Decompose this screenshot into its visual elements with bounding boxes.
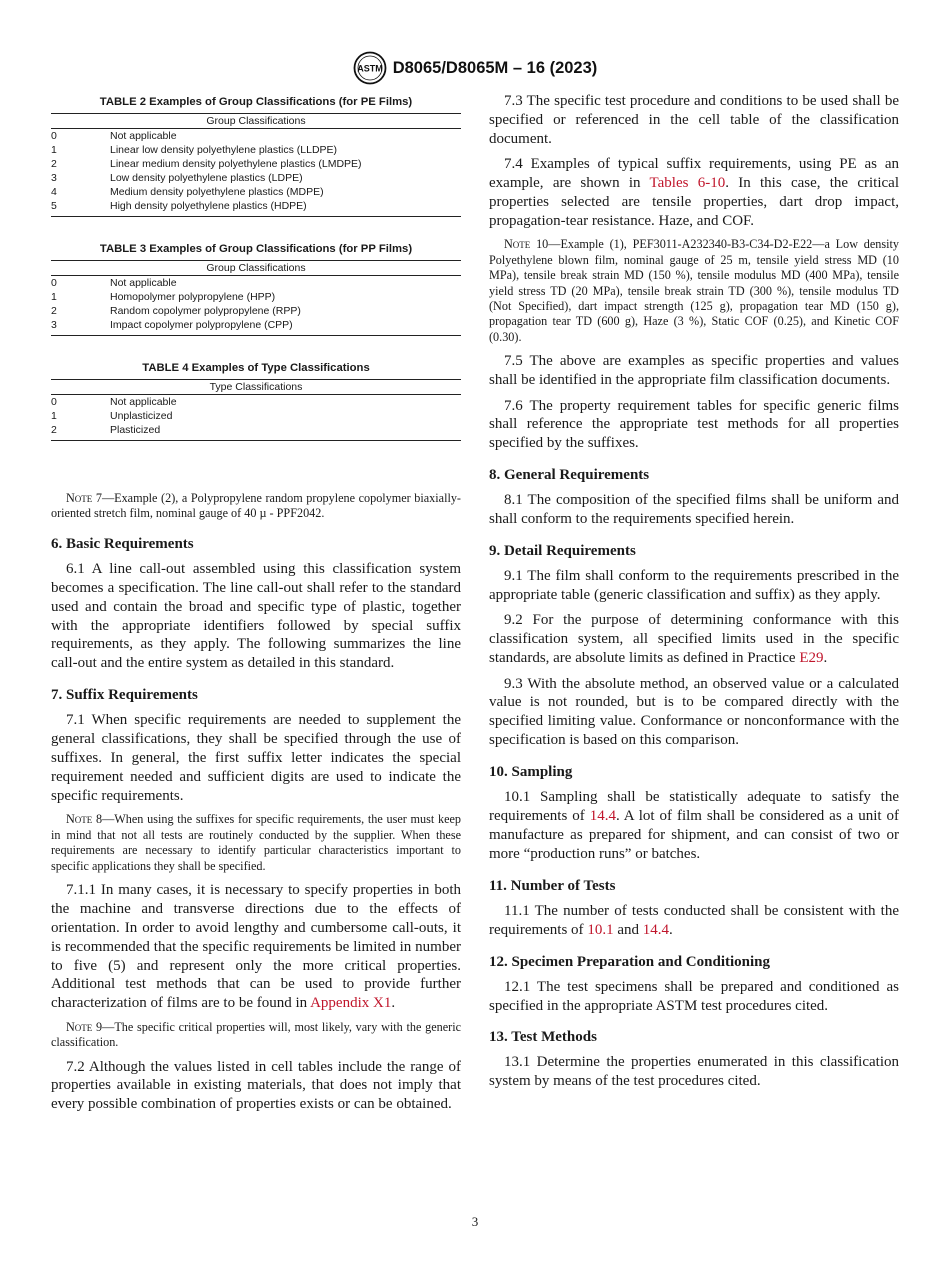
- classification-table-2: [51, 92, 461, 217]
- paragraph-7-4: 7.4 Examples of typical suffix requirements, using PE as an example, are shown in Tables 6-10. In this case, the critical properties selected are tensile properties, dart drop impact, propagation-tear resistance. Haze, and COF.: [489, 156, 899, 229]
- document-designation: D8065/D8065M – 16 (2023): [392, 58, 598, 77]
- table-row: [51, 304, 461, 318]
- table-title: TABLE 2 Examples of Group Classifications (for PE Films): [99, 96, 413, 108]
- section-10-heading: 10. Sampling: [489, 764, 573, 781]
- classification-table-4: [51, 358, 461, 441]
- note-8: Note 8—When using the suffixes for specific requirements, the user must keep in mind that not all tests are routinely conducted by the supplier. When these requirements are necessary to identify particular characteristics important to specific applications they shall be specified.: [51, 812, 461, 873]
- table-cell-code: 4: [51, 186, 57, 198]
- paragraph-7-2: 7.2 Although the values listed in cell tables include the range of properties available in existing materials, that does not imply that every possible combination of properties exists or can be obtained.: [51, 1058, 461, 1113]
- table-row: [51, 129, 461, 143]
- table-cell-code: 2: [51, 305, 57, 317]
- paragraph-7-3: 7.3 The specific test procedure and conditions to be used shall be specified or referenced in the cell table of the classification document.: [489, 93, 899, 147]
- table-cell-description: Plasticized: [110, 424, 161, 436]
- table-column-header: Type Classifications: [51, 379, 461, 395]
- paragraph-10-1: 10.1 Sampling shall be statistically adequate to satisfy the requirements of 14.4. A lot of film shall be considered as a unit of manufacture as prepared for shipment, and can consist of two or more “production runs” or batches.: [489, 789, 899, 862]
- table-row: [51, 143, 461, 157]
- table-row: [51, 171, 461, 185]
- paragraph-13-1: 13.1 Determine the properties enumerated in this classification system by means of the test procedures cited.: [489, 1054, 899, 1090]
- document-header: [0, 50, 950, 86]
- section-13-heading: 13. Test Methods: [489, 1029, 597, 1046]
- table-cell-code: 1: [51, 410, 57, 422]
- svg-text:ASTM: ASTM: [356, 63, 383, 74]
- table-row: [51, 157, 461, 171]
- tables-6-10-link[interactable]: Tables 6-10: [649, 175, 726, 192]
- section-14-4-link[interactable]: 14.4: [589, 808, 616, 825]
- paragraph-8-1: 8.1 The composition of the specified films shall be uniform and shall conform to the requirements specified herein.: [489, 492, 899, 528]
- paragraph-12-1: 12.1 The test specimens shall be prepared and conditioned as specified in the appropriate ASTM test procedures cited.: [489, 978, 899, 1014]
- e29-link[interactable]: E29: [799, 650, 824, 667]
- section-8-heading: 8. General Requirements: [489, 467, 650, 484]
- appendix-x1-link[interactable]: Appendix X1: [310, 995, 392, 1012]
- left-column: [51, 92, 461, 1121]
- table-title: TABLE 4 Examples of Type Classifications: [142, 362, 370, 374]
- section-12-heading: 12. Specimen Preparation and Conditioning: [489, 953, 771, 970]
- note-7: Note 7—Example (2), a Polypropylene random propylene copolymer biaxially-oriented stretch film, nominal gauge of 40 µ - PPF2042.: [51, 491, 461, 521]
- paragraph-9-3: 9.3 With the absolute method, an observed value or a calculated value is not rounded, but is to be compared directly with the specified limiting value. Conformance or nonconformance with the specification is based on this comparison.: [489, 675, 899, 749]
- table-row: [51, 395, 461, 409]
- table-cell-code: 3: [51, 172, 57, 184]
- table-row: [51, 276, 461, 290]
- paragraph-11-1: 11.1 The number of tests conducted shall be consistent with the requirements of 10.1 and 14.4.: [489, 902, 899, 938]
- table-cell-code: 2: [51, 158, 57, 170]
- table-column-header: Group Classifications: [51, 260, 461, 276]
- table-body: [51, 129, 461, 217]
- table-cell-description: Random copolymer polypropylene (RPP): [110, 305, 301, 317]
- table-cell-code: 1: [51, 144, 57, 156]
- table-cell-description: Homopolymer polypropylene (HPP): [110, 291, 276, 303]
- table-cell-code: 0: [51, 277, 57, 289]
- table-row: [51, 318, 461, 332]
- section-10-1-link[interactable]: 10.1: [587, 921, 614, 938]
- table-cell-description: Not applicable: [110, 277, 177, 289]
- right-column: [489, 92, 899, 1098]
- tables-container: [51, 92, 461, 441]
- table-cell-description: High density polyethylene plastics (HDPE): [110, 200, 307, 212]
- table-cell-description: Linear low density polyethylene plastics (LLDPE): [110, 144, 338, 156]
- section-6-heading: 6. Basic Requirements: [51, 535, 194, 552]
- table-cell-code: 5: [51, 200, 57, 212]
- paragraph-6-1: 6.1 A line call-out assembled using this classification system becomes a specification. The line call-out shall refer to the standard used and contain the broad and specific type of plastic, together with the appropriate identifiers followed by special suffix requirements, as they apply. The following summarizes the line call-out and the entire system as detailed in this standard.: [51, 560, 461, 672]
- table-cell-description: Not applicable: [110, 130, 177, 142]
- table-row: [51, 423, 461, 437]
- table-body: [51, 395, 461, 441]
- table-row: [51, 185, 461, 199]
- table-cell-code: 0: [51, 396, 57, 408]
- table-row: [51, 409, 461, 423]
- table-cell-description: Low density polyethylene plastics (LDPE): [110, 172, 303, 184]
- table-cell-code: 1: [51, 291, 57, 303]
- table-cell-code: 0: [51, 130, 57, 142]
- page-number: 3: [471, 1214, 479, 1229]
- astm-logo-icon: [353, 51, 387, 85]
- paragraph-9-1: 9.1 The film shall conform to the requirements prescribed in the appropriate table (generic classification and suffix) as they apply.: [489, 568, 899, 603]
- table-cell-description: Linear medium density polyethylene plastics (LMDPE): [110, 158, 362, 170]
- table-title: TABLE 3 Examples of Group Classifications (for PP Films): [99, 243, 413, 255]
- table-cell-code: 2: [51, 424, 57, 436]
- section-7-heading: 7. Suffix Requirements: [51, 687, 198, 704]
- table-cell-description: Unplasticized: [110, 410, 173, 422]
- table-cell-description: Medium density polyethylene plastics (MDPE): [110, 186, 324, 198]
- table-cell-description: Impact copolymer polypropylene (CPP): [110, 319, 293, 331]
- table-body: [51, 276, 461, 336]
- paragraph-7-1-1: 7.1.1 In many cases, it is necessary to specify properties in both the machine and transverse directions due to the effects of orientation. In order to avoid lengthy and cumbersome call-outs, it is recommended that the specific requirements be limited in number to five (5) and represent only the more critical properties. Additional test methods that can be used to provide further characterization of films are to be found in Appendix X1.: [51, 881, 461, 1012]
- table-cell-description: Not applicable: [110, 396, 177, 408]
- table-row: [51, 199, 461, 213]
- section-9-heading: 9. Detail Requirements: [489, 543, 636, 560]
- note-9: Note 9—The specific critical properties will, most likely, vary with the generic classification.: [51, 1019, 461, 1050]
- note-10: Note 10—Example (1), PEF3011-A232340-B3-C34-D2-E22—a Low density Polyethylene blown film, nominal gauge of 25 m, tensile yield stress MD (10 MPa), tensile break strain MD (150 %), tensile modulus MD (400 MPa), tensile yield stress TD (20 MPa), tensile break strain TD (300 %), tensile modulus TD (Not Specified), dart impact strength (125 g), propagation tear MD (150 g), propagation tear TD (600 g), Haze (3 %), Static COF (0.25), and Kinetic COF (0.30).: [489, 237, 899, 344]
- table-cell-code: 3: [51, 319, 57, 331]
- paragraph-7-1: 7.1 When specific requirements are needed to supplement the general classifications, they shall be specified through the use of suffixes. In general, the first suffix letter indicates the special requirement needed and sufficient digits are used to indicate the specific requirements.: [51, 712, 461, 804]
- section-11-heading: 11. Number of Tests: [489, 877, 616, 894]
- section-14-4-link[interactable]: 14.4: [642, 921, 669, 938]
- classification-table-3: [51, 239, 461, 336]
- table-column-header: Group Classifications: [51, 113, 461, 129]
- paragraph-7-5: 7.5 The above are examples as specific properties and values shall be identified in the appropriate film classification documents.: [489, 353, 899, 389]
- table-row: [51, 290, 461, 304]
- paragraph-9-2: 9.2 For the purpose of determining conformance with this classification system, all specified limits used in the specific standards, are absolute limits as defined in Practice E29.: [489, 612, 899, 667]
- paragraph-7-6: 7.6 The property requirement tables for specific generic films shall reference the appropriate test methods for all properties specified by the suffixes.: [489, 397, 899, 452]
